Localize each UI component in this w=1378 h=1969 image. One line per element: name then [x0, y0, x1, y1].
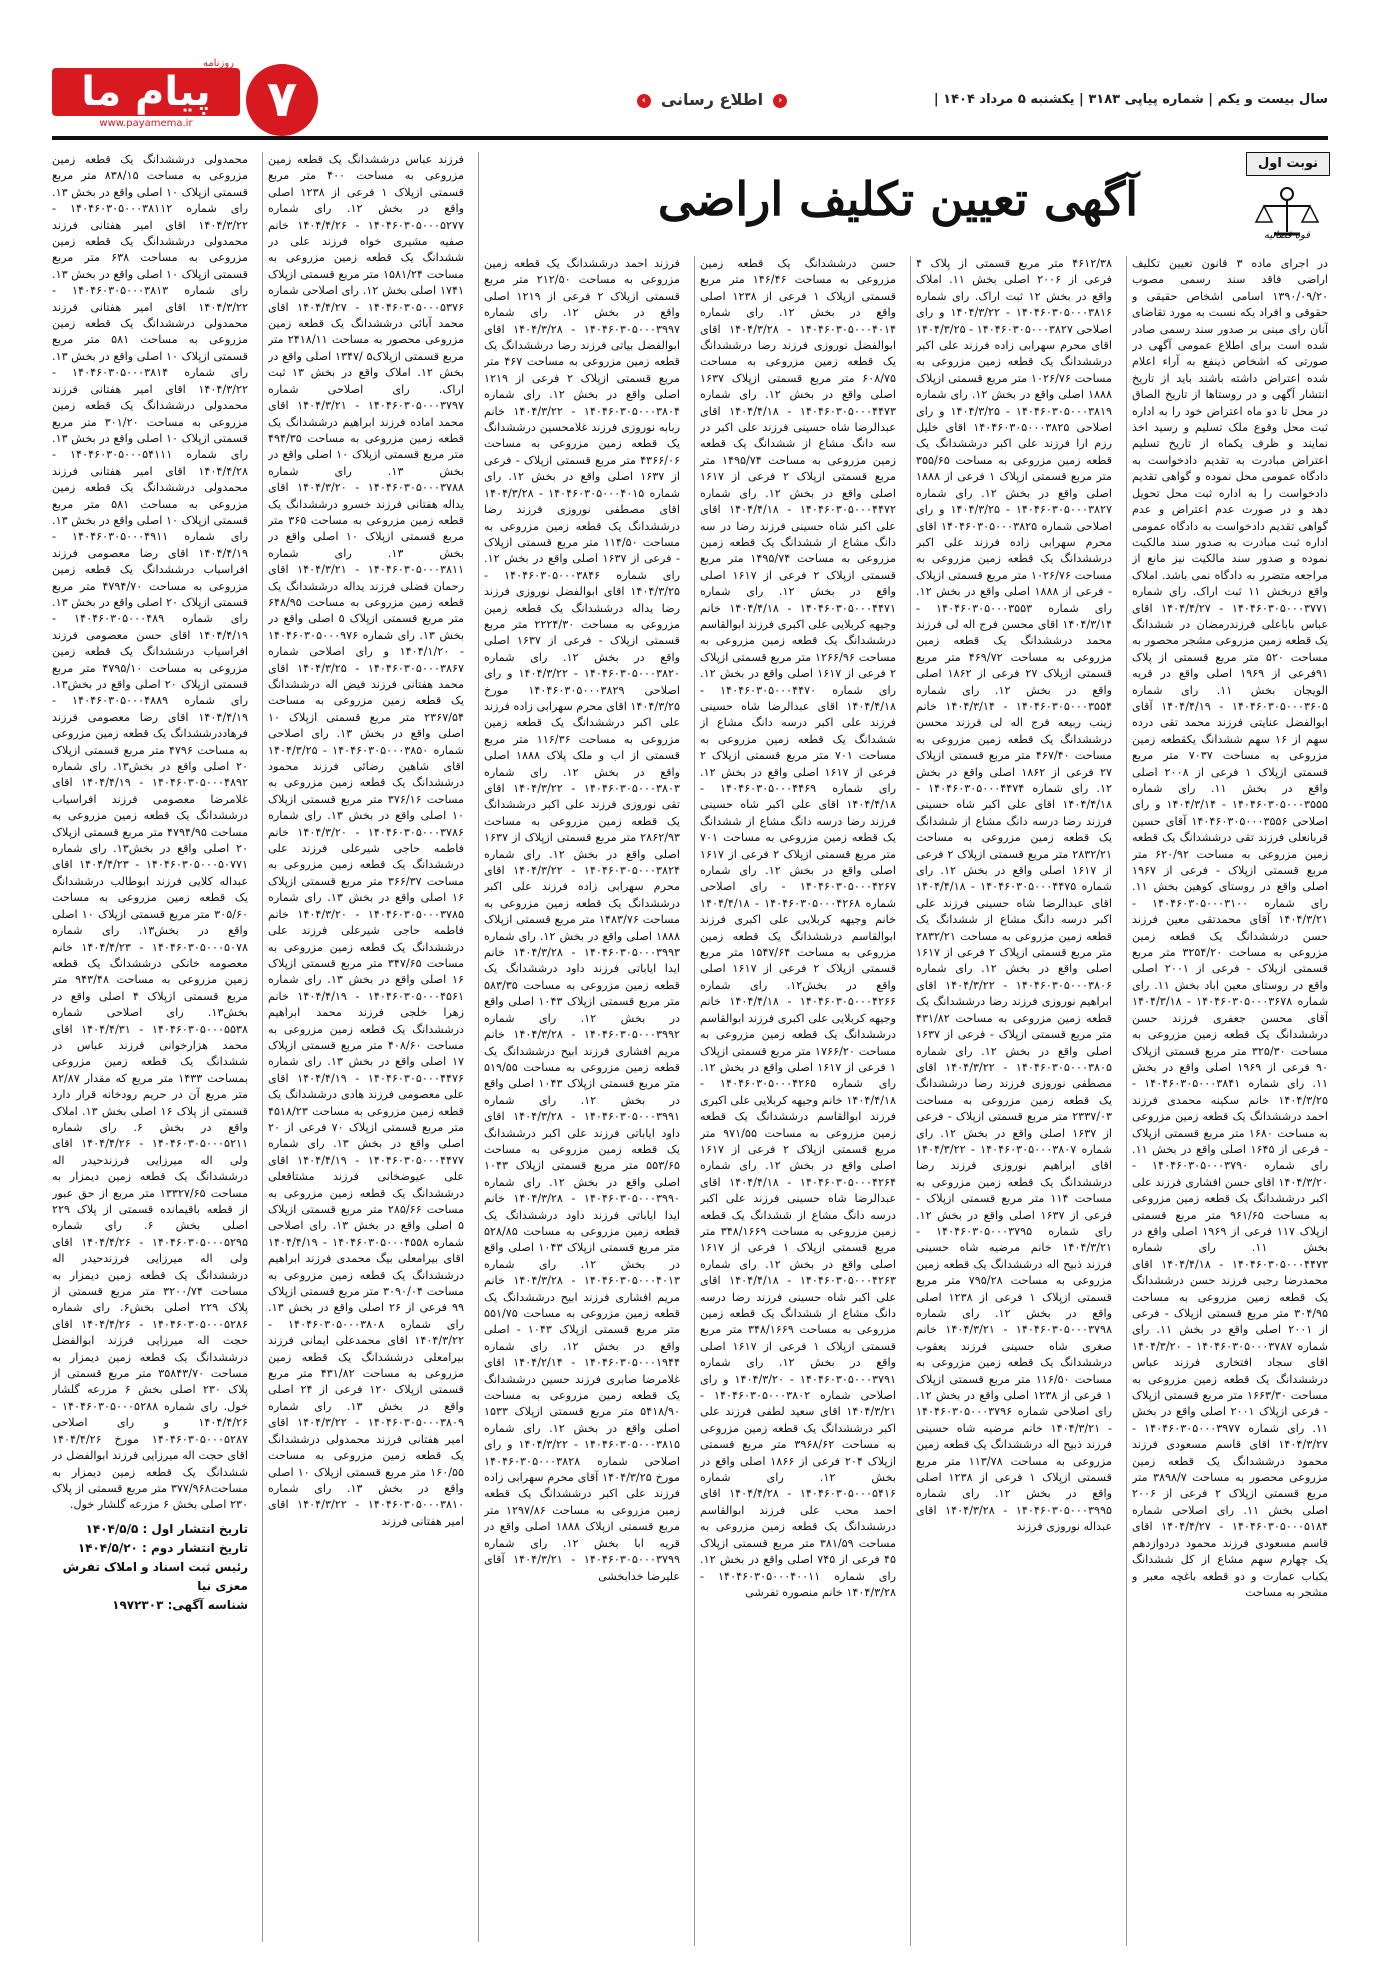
second-publication-date: تاریخ انتشار دوم : ۱۴۰۴/۵/۲۰: [77, 1540, 248, 1555]
column-text: حسن درششدانگ یک قطعه زمین مزروعی به مساحت ۱۴۶/۴۶ متر مربع قسمتی ازپلاک ۱ فرعی از ۱۲۳۸ اصلی واقع در بخش ۱۲. رای شماره ۱۴۰۴۶۰۳۰۵۰۰۰۴۰۱۴ - ۱۴۰۴/۳/۲۸ اقای ابوالفضل نوروزی فرزند رضا درششدانگ یک قطعه زمین مزروعی به مساحت ۶۰۸/۷۵ متر مربع قسمتی ازپلاک ۱۶۳۷ اصلی واقع در بخش ۱۲. رای شماره ۱۴۰۴۶۰۳۰۵۰۰۰۴۴۷۳ - ۱۴۰۴/۴/۱۸ اقای عبدالرضا شاه حسینی فرزند علی اکبر در سه دانگ مشاع از ششدانگ یک قطعه زمین مزروعی به مساحت ۱۴۹۵/۷۴ متر مربع قسمتی ازپلاک ۲ فرعی از ۱۶۱۷ اصلی واقع در بخش ۱۲. رای شماره ۱۴۰۴۶۰۳۰۵۰۰۰۴۴۷۲ - ۱۴۰۴/۴/۱۸ اقای علی اکبر شاه حسینی فرزند رضا در سه دانگ مشاع از ششدانگ یک قطعه زمین مزروعی به مساحت ۱۴۹۵/۷۴ متر مربع قسمتی ازپلاک ۲ فرعی از ۱۶۱۷ اصلی واقع در بخش ۱۲. رای شماره ۱۴۰۴۶۰۳۰۵۰۰۰۴۴۷۱ - ۱۴۰۴/۴/۱۸ خانم وجیهه کربلایی علی اکبری فرزند ابوالقاسم درششدانگ یک قطعه زمین مزروعی به مساحت ۱۲۶۶/۹۶ متر مربع قسمتی ازپلاک ۲ فرعی از ۱۶۱۷ اصلی واقع در بخش ۱۲. رای شماره ۱۴۰۴۶۰۳۰۵۰۰۰۴۴۷۰ - ۱۴۰۴/۴/۱۸ اقای عبدالرضا شاه حسینی فرزند علی اکبر درسه دانگ مشاع از ششدانگ یک قطعه زمین مزروعی به مساحت ۷۰۱ متر مربع قسمتی ازپلاک ۲ فرعی از ۱۶۱۷ اصلی واقع در بخش ۱۲. رای شماره ۱۴۰۴۶۰۳۰۵۰۰۰۴۴۶۹ - ۱۴۰۴/۴/۱۸ اقای علی اکبر شاه حسینی فرزند رضا درسه دانگ مشاع از ششدانگ یک قطعه زمین مزروعی به مساحت ۷۰۱ متر مربع قسمتی ازپلاک ۲ فرعی از ۱۶۱۷ اصلی واقع در بخش ۱۲. رای شماره ۱۴۰۴۶۰۳۰۵۰۰۰۴۲۶۷ - رای اصلاحی شماره ۱۴۰۴۶۰۳۰۵۰۰۰۴۲۶۸ - ۱۴۰۴/۴/۱۸ خانم وجیهه کربلایی علی اکبری فرزند ابوالقاسم درششدانگ یک قطعه زمین مزروعی به مساحت ۱۵۴۷/۶۴ متر مربع قسمتی ازپلاک ۲ فرعی از ۱۶۱۷ اصلی واقع در بخش۱۲. رای شماره ۱۴۰۴۶۰۳۰۵۰۰۰۴۲۶۶ - ۱۴۰۴/۴/۱۸ خانم وجیهه کربلایی علی اکبری فرزند ابوالقاسم درششدانگ یک قطعه زمین مزروعی به مساحت ۱۷۶۶/۲۰ متر مربع قسمتی ازپلاک ۱ فرعی از ۱۶۱۷ اصلی واقع در بخش ۱۲. رای شماره ۱۴۰۴۶۰۳۰۵۰۰۰۴۲۶۵ - ۱۴۰۴/۴/۱۸ خانم وجیهه کربلایی علی اکبری فرزند ابوالقاسم درششدانگ یک قطعه زمین مزروعی به مساحت ۹۷۱/۵۵ متر مربع قسمتی ازپلاک ۲ فرعی از ۱۶۱۷ اصلی واقع در بخش ۱۲. رای شماره ۱۴۰۴۶۰۳۰۵۰۰۰۴۲۶۴ - ۱۴۰۴/۴/۱۸ اقای عبدالرضا شاه حسینی فرزند علی اکبر درسه دانگ مشاع از ششدانگ یک قطعه زمین مزروعی به مساحت ۳۴۸/۱۶۶۹ متر مربع قسمتی ازپلاک ۱ فرعی از ۱۶۱۷ اصلی واقع در بخش ۱۲. رای شماره ۱۴۰۴۶۰۳۰۵۰۰۰۴۲۶۳ - ۱۴۰۴/۴/۱۸ اقای علی اکبر شاه حسینی فرزند رضا درسه دانگ مشاع از ششدانگ یک قطعه زمین مزروعی به مساحت ۳۴۸/۱۶۶۹ متر مربع قسمتی ازپلاک ۱ فرعی از ۱۶۱۷ اصلی واقع در بخش ۱۲. رای شماره ۱۴۰۴۶۰۳۰۵۰۰۰۳۷۹۱ - ۱۴۰۴/۳/۲۰ و رای اصلاحی شماره ۱۴۰۴۶۰۳۰۵۰۰۰۳۸۰۲ - ۱۴۰۴/۳/۲۱ اقای سعید لطفی فرزند علی اکبر درششدانگ یک قطعه زمین مزروعی به مساحت ۳۹۶۸/۶۲ متر مربع قسمتی ازپلاک ۲۰۴ فرعی از ۱۸۶۶ اصلی واقع در بخش ۱۲. رای شماره ۱۴۰۴۶۰۳۰۵۰۰۰۵۴۱۶ - ۱۴۰۴/۴/۲۸ اقای احمد محب علی فرزند ابوالقاسم درششدانگ یک قطعه زمین مزروعی به مساحت ۳۸۱/۵۹ متر مربع قسمتی ازپلاک ۴۵ فرعی از ۷۴۵ اصلی واقع در بخش ۱۲. رای شماره ۱۴۰۴۶۰۳۰۵۰۰۰۴۰۰۱۱ - ۱۴۰۴/۳/۲۸ خانم منصوره تفرشی: [700, 257, 896, 1599]
column-text: ۴۶۱۲/۳۸ متر مربع قسمتی از پلاک ۴ فرعی از ۲۰۰۶ اصلی بخش ۱۱. املاک واقع در بخش ۱۲ ثبت اراک. رای شماره ۱۴۰۴۶۰۳۰۵۰۰۰۳۸۱۶ - ۱۴۰۴/۳/۲۲ و رای اصلاحی ۱۴۰۴۶۰۳۰۵۰۰۰۳۸۲۷ - ۱۴۰۴/۳/۲۵ اقای محرم سهرابی زاده فرزند علی اکبر درششدانگ یک قطعه زمین مزروعی به مساحت ۱۰۲۶/۷۶ متر مربع قسمتی ازپلاک ۱۸۸۸ اصلی واقع در بخش ۱۲. رای شماره ۱۴۰۴۶۰۳۰۵۰۰۰۳۸۱۹ - ۱۴۰۴/۳/۲۵ و رای اصلاحی ۱۴۰۴۶۰۳۰۵۰۰۰۳۸۲۵ اقای خلیل رزم ارا فرزند علی اکبر درششدانگ یک قطعه زمین مزروعی به مساحت ۳۵۵/۶۵ متر مربع قسمتی ازپلاک ۱ فرعی از ۱۸۸۸ اصلی واقع در بخش ۱۲. رای شماره ۱۴۰۴۶۰۳۰۵۰۰۰۳۸۲۷ - ۱۴۰۴/۳/۲۵ و رای اصلاحی شماره ۱۴۰۴۶۰۳۰۵۰۰۰۳۸۲۵ اقای محرم سهرابی زاده فرزند علی اکبر درششدانگ یک قطعه زمین مزروعی به مساحت ۱۰۲۶/۷۶ متر مربع قسمتی ازپلاک - فرعی از ۱۸۸۸ اصلی واقع در بخش ۱۲. رای شماره ۱۴۰۴۶۰۳۰۵۰۰۰۳۵۵۳ - ۱۴۰۴/۳/۱۴ اقای محسن فرج اله لی فرزند محمد درششدانگ یک قطعه زمین مزروعی به مساحت ۴۶۹/۷۲ متر مربع قسمتی ازپلاک ۲۷ فرعی از ۱۸۶۲ اصلی واقع در بخش ۱۲. رای شماره ۱۴۰۴۶۰۳۰۵۰۰۰۳۵۵۴ - ۱۴۰۴/۳/۱۴ خانم زینب ربیعه فرج اله لی فرزند محسن درششدانگ یک قطعه زمین مزروعی به مساحت ۴۶۷/۴۰ متر مربع قسمتی ازپلاک ۲۷ فرعی از ۱۸۶۲ اصلی واقع در بخش ۱۲. رای شماره ۱۴۰۴۶۰۳۰۵۰۰۰۴۴۷۴ - ۱۴۰۴/۴/۱۸ اقای علی اکبر شاه حسینی فرزند رضا درسه دانگ مشاع از ششدانگ یک قطعه زمین مزروعی به مساحت ۲۸۳۲/۲۱ متر مربع قسمتی ازپلاک ۲ فرعی از ۱۶۱۷ اصلی واقع در بخش ۱۲. رای شماره ۱۴۰۴۶۰۳۰۵۰۰۰۴۴۷۵ - ۱۴۰۴/۴/۱۸ اقای عبدالرضا شاه حسینی فرزند علی اکبر درسه دانگ مشاع از ششدانگ یک قطعه زمین مزروعی به مساحت ۲۸۳۲/۲۱ متر مربع قسمتی ازپلاک ۲ فرعی از ۱۶۱۷ اصلی واقع در بخش ۱۲. رای شماره ۱۴۰۴۶۰۳۰۵۰۰۰۳۸۰۶ - ۱۴۰۴/۳/۲۲ اقای ابراهیم نوروزی فرزند رضا درششدانگ یک قطعه زمین مزروعی به مساحت ۴۳۱/۸۲ متر مربع قسمتی ازپلاک - فرعی از ۱۶۳۷ اصلی واقع در بخش ۱۲. رای شماره ۱۴۰۴۶۰۳۰۵۰۰۰۳۸۰۵ - ۱۴۰۴/۳/۲۲ اقای مصطفی نوروزی فرزند رضا درششدانگ یک قطعه زمین مزروعی به مساحت ۲۳۳۷/۰۳ متر مربع قسمتی ازپلاک - فرعی از ۱۶۳۷ اصلی واقع در بخش ۱۲. رای شماره ۱۴۰۴۶۰۳۰۵۰۰۰۳۸۰۷ - ۱۴۰۴/۳/۲۲ اقای ابراهیم نوروزی فرزند رضا درششدانگ یک قطعه زمین مزروعی به مساحت ۱۱۴ متر مربع قسمتی ازپلاک - فرعی از ۱۶۳۷ اصلی واقع در بخش ۱۲. رای شماره ۱۴۰۴۶۰۳۰۵۰۰۰۳۷۹۵ - ۱۴۰۴/۳/۲۱ خانم مرضیه شاه حسینی فرزند ذبیح اله درششدانگ یک قطعه زمین مزروعی به مساحت ۷۹۵/۲۸ متر مربع قسمتی ازپلاک ۱ فرعی از ۱۲۳۸ اصلی واقع در بخش ۱۲. رای شماره ۱۴۰۴۶۰۳۰۵۰۰۰۳۷۹۸ - ۱۴۰۴/۳/۲۱ خانم صغری شاه حسینی فرزند یعقوب درششدانگ یک قطعه زمین مزروعی به مساحت ۱۱۶/۵۰ متر مربع قسمتی ازپلاک ۱ فرعی از ۱۲۳۸ اصلی واقع در بخش ۱۲. رای اصلاحی شماره ۱۴۰۴۶۰۳۰۵۰۰۰۳۷۹۶ - ۱۴۰۴/۳/۲۱ خانم مرضیه شاه حسینی فرزند ذبیح اله درششدانگ یک قطعه زمین مزروعی به مساحت ۱۱۳/۷۸ متر مربع قسمتی ازپلاک ۱ فرعی از ۱۲۳۸ اصلی واقع در بخش ۱۲. رای شماره ۱۴۰۴۶۰۳۰۵۰۰۰۳۹۹۵ - ۱۴۰۴/۳/۲۸ اقای عبداله نوروزی فرزند: [916, 257, 1112, 1534]
column-divider: [1126, 256, 1127, 1946]
section-title: [612, 90, 812, 112]
column-5: [268, 152, 464, 1952]
column-text: فرزند احمد درششدانگ یک قطعه زمین مزروعی به مساحت ۲۱۲/۵۰ متر مربع قسمتی ازپلاک ۲ فرعی از ۱۲۱۹ اصلی واقع در بخش ۱۲. رای شماره ۱۴۰۴۶۰۳۰۵۰۰۰۳۹۹۷ - ۱۴۰۴/۳/۲۸ اقای ابوالفضل بیاتی فرزند رضا درششدانگ یک قطعه زمین مزروعی به مساحت ۴۶۷ متر مربع قسمتی ازپلاک ۲ فرعی از ۱۲۱۹ اصلی واقع در بخش ۱۲. رای شماره ۱۴۰۴۶۰۳۰۵۰۰۰۳۸۰۴ - ۱۴۰۴/۳/۲۲ خانم ربابه نوروزی فرزند غلامحسین درششدانگ یک قطعه زمین مزروعی به مساحت ۴۳۶۶/۰۶ متر مربع قسمتی ازپلاک - فرعی از ۱۶۳۷ اصلی واقع در بخش ۱۲. رای شماره ۱۴۰۴۶۰۳۰۵۰۰۰۴۰۱۵ - ۱۴۰۴/۳/۲۸ اقای مصطفی نوروزی فرزند رضا درششدانگ یک قطعه زمین مزروعی به مساحت ۱۱۴/۵۰ متر مربع قسمتی ازپلاک - فرعی از ۱۶۳۷ اصلی واقع در بخش ۱۲. رای شماره ۱۴۰۴۶۰۳۰۵۰۰۰۳۸۴۶ - ۱۴۰۴/۳/۲۵ اقای ابوالفضل نوروزی فرزند رضا یداله درششدانگ یک قطعه زمین مزروعی به مساحت ۲۲۲۴/۳۰ متر مربع قسمتی ازپلاک - فرعی از ۱۶۳۷ اصلی واقع در بخش ۱۲. رای شماره ۱۴۰۴۶۰۳۰۵۰۰۰۳۸۲۰ - ۱۴۰۴/۳/۲۲ و رای اصلاحی ۱۴۰۴۶۰۳۰۵۰۰۰۳۸۲۹ مورخ ۱۴۰۴/۳/۲۵ اقای محرم سهرابی زاده فرزند علی اکبر درششدانگ یک قطعه زمین مزروعی به مساحت ۱۱۶/۳۶ متر مربع قسمتی از اب و ملک پلاک ۱۸۸۸ اصلی واقع در بخش ۱۲. رای شماره ۱۴۰۴۶۰۳۰۵۰۰۰۳۸۰۳ - ۱۴۰۴/۳/۲۲ اقای تقی نوروزی فرزند علی اکبر درششدانگ یک قطعه زمین مزروعی به مساحت ۲۸۶۲/۹۳ متر مربع قسمتی ازپلاک از ۱۶۳۷ اصلی واقع در بخش ۱۲. رای شماره ۱۴۰۴۶۰۳۰۵۰۰۰۳۸۲۴ - ۱۴۰۴/۳/۲۲ اقای محرم سهرابی زاده فرزند علی اکبر درششدانگ یک قطعه زمین مزروعی به مساحت ۱۴۸۳/۷۶ متر مربع قسمتی ازپلاک ۱۸۸۸ اصلی واقع در بخش ۱۲. رای شماره ۱۴۰۴۶۰۳۰۵۰۰۰۳۹۹۳ - ۱۴۰۴/۳/۲۸ خانم ایدا ایاباتی فرزند داود درششدانگ یک قطعه زمین مزروعی به مساحت ۵۸۳/۳۵ متر مربع قسمتی ازپلاک ۱۰۴۳ اصلی واقع در بخش ۱۲. رای شماره ۱۴۰۴۶۰۳۰۵۰۰۰۳۹۹۲ - ۱۴۰۴/۳/۲۸ خانم مریم افشاری فرزند ابیح درششدانگ یک قطعه زمین مزروعی به مساحت ۵۱۹/۵۵ متر مربع قسمتی ازپلاک ۱۰۴۳ اصلی واقع در بخش ۱۲. رای شماره ۱۴۰۴۶۰۳۰۵۰۰۰۳۹۹۱ - ۱۴۰۴/۳/۲۸ اقای داود ایاباتی فرزند علی اکبر درششدانگ یک قطعه زمین مزروعی به مساحت ۵۵۳/۶۵ متر مربع قسمتی ازپلاک ۱۰۴۳ اصلی واقع در بخش ۱۲. رای شماره ۱۴۰۴۶۰۳۰۵۰۰۰۳۹۹۰ - ۱۴۰۴/۳/۲۸ خانم ایدا ایاباتی فرزند داود درششدانگ یک قطعه زمین مزروعی به مساحت ۵۲۸/۸۵ متر مربع قسمتی ازپلاک ۱۰۴۳ اصلی واقع در بخش ۱۲. رای شماره ۱۴۰۴۶۰۳۰۵۰۰۰۴۰۱۳ - ۱۴۰۴/۳/۲۸ خانم مریم افشاری فرزند ابیح درششدانگ یک قطعه زمین مزروعی به مساحت ۵۵۱/۷۵ متر مربع قسمتی ازپلاک ۱۰۴۳ - اصلی واقع در بخش ۱۲. رای شماره ۱۴۰۴۶۰۳۰۵۰۰۰۱۹۴۴ - ۱۴۰۴/۲/۱۴ اقای غلامرضا صابری فرزند حسین درششدانگ یک قطعه زمین مزروعی به مساحت ۵۴۱۸/۹۰ متر مربع قسمتی ازپلاک ۱۵۳۳ اصلی واقع در بخش ۱۲. رای شماره ۱۴۰۴۶۰۳۰۵۰۰۰۳۸۱۵ - ۱۴۰۴/۳/۲۲ و رای اصلاحی شماره ۱۴۰۴۶۰۳۰۵۰۰۰۳۸۲۸ مورخ ۱۴۰۴/۳/۲۵ آقای محرم سهرابی زاده فرزند علی اکبر درششدانگ یک قطعه زمین مزروعی به مساحت ۱۲۹۷/۸۶ متر مربع قسمتی ازپلاک ۱۸۸۸ اصلی واقع در قریه ابا بخش ۱۲. رای شماره ۱۴۰۴۶۰۳۰۵۰۰۰۳۷۹۹ - ۱۴۰۴/۳/۲۱ آقای علیرضا خدابخشی: [484, 257, 680, 1583]
logo-text: پیام ما: [52, 68, 240, 116]
chevron-right-icon: ›: [773, 94, 787, 108]
column-divider: [262, 152, 263, 1942]
issue-info: سال بیست و یکم | شماره پیاپی ۳۱۸۳ | یکشنبه ۵ مرداد ۱۴۰۴ |: [933, 92, 1328, 107]
notice-footer: [52, 1520, 248, 1615]
registry-head: رئیس ثبت اسناد و املاک تفرش: [62, 1559, 248, 1574]
column-text: فرزند عباس درششدانگ یک قطعه زمین مزروعی به مساحت ۴۰۰ متر مربع قسمتی ازپلاک ۱ فرعی از ۱۲۳۸ اصلی واقع در بخش ۱۲. رای شماره ۱۴۰۴۶۰۳۰۵۰۰۰۵۲۷۷ - ۱۴۰۴/۴/۲۶ خانم صفیه مشیری خواه فرزند علی در ششدانگ یک قطعه زمین مزروعی به مساحت ۱۵۸۱/۲۴ متر مربع قسمتی ازپلاک ۱۷۴۱ اصلی بخش ۱۲. رای اصلاحی شماره ۱۴۰۴۶۰۳۰۵۰۰۰۵۳۷۶ - ۱۴۰۴/۴/۲۷ اقای محمد آبائی درششدانگ یک قطعه زمین مزروعی محصور به مساحت ۲۴۱۸/۱۱ متر مربع قسمتی ازپلاک۵ /۱۳۴۷ اصلی واقع در بخش ۱۲. املاک واقع در بخش ۱۳ ثبت اراک. رای اصلاحی شماره ۱۴۰۴۶۰۳۰۵۰۰۰۳۷۹۷ - ۱۴۰۴/۳/۲۱ اقای محمد اماده فرزند ابراهیم درششدانگ یک قطعه زمین مزروعی به مساحت ۴۹۴/۳۵ متر مربع قسمتی ازپلاک ۱۰ اصلی واقع در بخش ۱۳. رای شماره ۱۴۰۴۶۰۳۰۵۰۰۰۳۷۸۸ - ۱۴۰۴/۳/۲۰ اقای یداله هفتانی فرزند خسرو درششدانگ یک قطعه زمین مزروعی به مساحت ۳۶۵ متر مربع قسمتی ازپلاک ۱۰ اصلی واقع در بخش ۱۳. رای شماره ۱۴۰۴۶۰۳۰۵۰۰۰۳۸۱۱ - ۱۴۰۴/۳/۲۱ اقای رحمان فضلی فرزند یداله درششدانگ یک قطعه زمین مزروعی به مساحت ۶۴۸/۹۵ متر مربع قسمتی ازپلاک ۵ اصلی واقع در بخش ۱۳. رای شماره ۱۴۰۴۶۰۳۰۵۰۰۰۹۷۶ - ۱۴۰۴/۱/۲۰ و رای اصلاحی شماره ۱۴۰۴۶۰۳۰۵۰۰۰۳۸۶۷ - ۱۴۰۴/۳/۲۵ اقای محمد هفتانی فرزند فیض اله درششدانگ یک قطعه زمین مزروعی به مساحت ۲۳۶۷/۵۴ متر مربع قسمتی ازپلاک ۱۰ اصلی واقع در بخش ۱۳. رای اصلاحی شماره ۱۴۰۴۶۰۳۰۵۰۰۰۳۸۵۰ - ۱۴۰۴/۳/۲۵ اقای شاهین رضائی فرزند محمود درششدانگ یک قطعه زمین مزروعی به مساحت ۳۷۶/۱۶ متر مربع قسمتی ازپلاک ۱۰ اصلی واقع در بخش ۱۳. رای شماره ۱۴۰۴۶۰۳۰۵۰۰۰۳۷۸۶ - ۱۴۰۴/۳/۲۰ خانم فاطمه حاجی شیرعلی فرزند علی درششدانگ یک قطعه زمین مزروعی به مساحت ۳۶۶/۳۷ متر مربع قسمتی ازپلاک ۱۶ اصلی واقع در بخش ۱۳. رای شماره ۱۴۰۴۶۰۳۰۵۰۰۰۳۷۸۵ - ۱۴۰۴/۳/۲۰ خانم فاطمه حاجی شیرعلی فرزند علی درششدانگ یک قطعه زمین مزروعی به مساحت ۳۴۷/۶۵ متر مربع قسمتی ازپلاک ۱۶ اصلی واقع در بخش ۱۳. رای شماره ۱۴۰۴۶۰۳۰۵۰۰۰۴۵۶۱ - ۱۴۰۴/۴/۱۹ خانم زهرا خلجی فرزند محمد ابراهیم درششدانگ یک قطعه زمین مزروعی به مساحت ۴۰۸/۶۰ متر مربع قسمتی ازپلاک ۱۷ اصلی واقع در بخش ۱۳. رای شماره ۱۴۰۴۶۰۳۰۵۰۰۰۴۴۷۶ - ۱۴۰۴/۴/۱۹ اقای علی معصومی فرزند هادی درششدانگ یک قطعه زمین مزروعی به مساحت ۴۵۱۸/۲۳ متر مربع قسمتی ازپلاک ۷۰ فرعی از ۲۰ اصلی واقع در بخش ۱۳. رای شماره ۱۴۰۴۶۰۳۰۵۰۰۰۴۴۷۷ - ۱۴۰۴/۴/۱۹ اقای علی عیوضخانی فرزند مشتاقعلی درششدانگ یک قطعه زمین مزروعی به مساحت ۲۸۵/۶۶ متر مربع قسمتی ازپلاک ۵ اصلی واقع در بخش ۱۳. رای اصلاحی شماره ۱۴۰۴۶۰۳۰۵۰۰۰۴۵۵۸ - ۱۴۰۴/۴/۱۹ اقای بیرامعلی بیگ محمدی فرزند ابراهیم درششدانگ یک قطعه زمین مزروعی به مساحت ۳۰۹۰/۰۴ متر مربع قسمتی ازپلاک ۹۹ فرعی از ۲۶ اصلی واقع در بخش ۱۳. رای شماره ۱۴۰۴۶۰۳۰۵۰۰۰۳۸۰۸ - ۱۴۰۴/۳/۲۲ اقای محمدعلی ایمانی فرزند بیرامعلی درششدانگ یک قطعه زمین مزروعی به مساحت ۴۳۱/۸۲ متر مربع قسمتی ازپلاک ۱۲۰ فرعی از ۲۴ اصلی واقع در بخش ۱۳. رای شماره ۱۴۰۴۶۰۳۰۵۰۰۰۳۸۰۹ - ۱۴۰۴/۳/۲۲ اقای امیر هفتانی فرزند محمدولی درششدانگ یک قطعه زمین مزروعی به مساحت ۱۶۰/۵۵ متر مربع قسمتی ازپلاک ۱۰ اصلی واقع در بخش ۱۳. رای شماره ۱۴۰۴۶۰۳۰۵۰۰۰۳۸۱۰ - ۱۴۰۴/۳/۲۲ اقای امیر هفتانی فرزند: [268, 153, 464, 1528]
column-2: [916, 256, 1112, 1952]
column-divider: [910, 256, 911, 1946]
notice-title: آگهی تعیین تکلیف اراضی: [657, 172, 1139, 226]
column-1: [1132, 256, 1328, 1952]
notice-round: نوبت اول: [1246, 152, 1330, 176]
column-divider: [694, 256, 695, 1946]
ad-id: شناسه آگهی: ۱۹۷۲۳۰۳: [112, 1597, 248, 1612]
masthead-logo: [52, 58, 240, 136]
website-url: www.payamema.ir: [99, 118, 193, 129]
page-number-badge: ۷: [246, 64, 318, 136]
header-divider: [52, 136, 1328, 140]
page-header: [52, 58, 1328, 140]
chevron-left-icon: ‹: [637, 94, 651, 108]
section-label: اطلاع رسانی: [660, 90, 764, 109]
column-3: [700, 256, 896, 1952]
column-divider: [478, 152, 479, 1942]
first-publication-date: تاریخ انتشار اول : ۱۴۰۴/۵/۵: [85, 1521, 248, 1536]
column-6: [52, 152, 248, 1952]
column-text: محمدولی درششدانگ یک قطعه زمین مزروعی به مساحت ۸۳۸/۱۵ متر مربع قسمتی ازپلاک ۱۰ اصلی واقع در بخش ۱۳. رای شماره ۱۴۰۴۶۰۳۰۵۰۰۰۳۸۱۱۲ - ۱۴۰۴/۳/۲۲ اقای امیر هفتانی فرزند محمدولی درششدانگ یک قطعه زمین مزروعی به مساحت ۶۳۸ متر مربع قسمتی ازپلاک ۱۰ اصلی واقع در بخش ۱۳. رای شماره ۱۴۰۴۶۰۳۰۵۰۰۰۳۸۱۳ - ۱۴۰۴/۳/۲۲ اقای امیر هفتانی فرزند محمدولی درششدانگ یک قطعه زمین مزروعی به مساحت ۵۸۱ متر مربع قسمتی ازپلاک ۱۰ اصلی واقع در بخش ۱۳. رای شماره ۱۴۰۴۶۰۳۰۵۰۰۰۳۸۱۴ - ۱۴۰۴/۳/۲۲ اقای امیر هفتانی فرزند محمدولی درششدانگ یک قطعه زمین مزروعی به مساحت ۳۰۱/۲۰ متر مربع قسمتی ازپلاک ۱۰ اصلی واقع در بخش ۱۳. رای شماره ۱۴۰۴۶۰۳۰۵۰۰۰۵۴۱۱۱ - ۱۴۰۴/۴/۲۸ اقای امیر هفتانی فرزند محمدولی درششدانگ یک قطعه زمین مزروعی به مساحت ۵۸۱ متر مربع قسمتی ازپلاک ۱۰ اصلی واقع در بخش ۱۳. رای شماره ۱۴۰۴۶۰۳۰۵۰۰۰۴۹۱۱ - ۱۴۰۴/۴/۱۹ اقای رضا معصومی فرزند افراسیاب درششدانگ یک قطعه زمین مزروعی به مساحت ۴۷۹۴/۷۰ متر مربع قسمتی ازپلاک ۲۰ اصلی واقع در بخش ۱۳. رای شماره ۱۴۰۴۶۰۳۰۵۰۰۰۴۸۹ - ۱۴۰۴/۴/۱۹ اقای حسن معصومی فرزند افراسیاب درششدانگ یک قطعه زمین مزروعی به مساحت ۴۷۹۵/۱۰ متر مربع قسمتی ازپلاک ۲۰ اصلی واقع در بخش۱۳. رای شماره ۱۴۰۴۶۰۳۰۵۰۰۰۴۸۸۹ - ۱۴۰۴/۴/۱۹ اقای رضا معصومی فرزند فرهاددرششدانگ یک قطعه زمین مزروعی به مساحت ۴۷۹۶ متر مربع قسمتی ازپلاک ۲۰ اصلی واقع در بخش۱۳. رای شماره ۱۴۰۴۶۰۳۰۵۰۰۰۴۸۹۲ - ۱۴۰۴/۴/۱۹ اقای غلامرضا معصومی فرزند افراسیاب درششدانگ یک قطعه زمین مزروعی به مساحت ۴۷۹۴/۹۵ متر مربع قسمتی ازپلاک ۲۰ اصلی واقع در بخش۱۳. رای شماره ۱۴۰۴۶۰۳۰۵۰۰۰۵۰۷۷۱ - ۱۴۰۴/۴/۲۳ اقای عبداله کلایی فرزند ابوطالب درششدانگ یک قطعه زمین مزروعی به مساحت ۳۰۵/۶۰ متر مربع قسمتی ازپلاک ۱۰ اصلی واقع در بخش۱۳. رای شماره ۱۴۰۴۶۰۳۰۵۰۰۰۵۰۷۸ - ۱۴۰۴/۴/۲۳ خانم معصومه خانکی درششدانگ یک قطعه زمین مزروعی به مساحت ۹۴۳/۴۸ متر مربع قسمتی ازپلاک ۴ اصلی واقع در بخش۱۳. رای اصلاحی شماره ۱۴۰۴۶۰۳۰۵۰۰۰۵۵۳۸ - ۱۴۰۴/۴/۳۱ اقای محمد هزارخوانی فرزند عباس در ششدانگ یک قطعه زمین مزروعی بمساحت ۱۴۳۳ متر مربع که مقدار ۸۲/۸۷ متر مربع آن در حریم رودخانه قرار دارد قسمتی از پلاک ۱۶ اصلی بخش ۱۳. املاک واقع در بخش ۶. رای شماره ۱۴۰۴۶۰۳۰۵۰۰۰۵۲۱۱ - ۱۴۰۴/۴/۲۶ اقای ولی اله میرزایی فرزندحیدر اله درششدانگ یک قطعه زمین دیمزار به مساحت ۱۳۳۲۷/۶۵ متر مربع از حق عبور از قطعه باقیمانده قسمتی از پلاک ۲۲۹ اصلی بخش ۶. رای شماره ۱۴۰۴۶۰۳۰۵۰۰۰۵۲۹۵ - ۱۴۰۴/۴/۲۶ اقای ولی اله میرزایی فرزندحیدر اله درششدانگ یک قطعه زمین دیمزار به مساحت ۳۲۰۰/۷۴ متر مربع قسمتی از پلاک ۲۲۹ اصلی بخش۶. رای شماره ۱۴۰۴۶۰۳۰۵۰۰۰۵۲۸۶ - ۱۴۰۴/۴/۲۶ اقای حجت اله میرزایی فرزند ابوالفضل درششدانگ یک قطعه زمین دیمزار به مساحت ۳۵۸۴۳/۷۰ متر مربع قسمتی از پلاک ۲۳۰ اصلی بخش ۶ مزرعه گلشار خول. رای شماره ۱۴۰۴۶۰۳۰۵۰۰۰۵۲۸۸ - ۱۴۰۴/۴/۲۶ و رای اصلاحی ۱۴۰۴۶۰۳۰۵۰۰۰۵۲۸۷ مورخ ۱۴۰۴/۴/۲۶ اقای حجت اله میرزایی فرزند ابوالفضل در ششدانگ یک قطعه زمین دیمزار به مساحت۳۷۷/۹۶۸ متر مربع قسمتی از پلاک ۲۳۰ اصلی بخش ۶ مزرعه گلشار خول.: [52, 153, 248, 1512]
logo-tag: روزنامه: [202, 58, 234, 69]
emblem-label: قوه قضائیه: [1263, 230, 1311, 241]
registry-head-name: معزی نیا: [197, 1578, 248, 1593]
notice-columns: [52, 152, 1328, 1952]
column-text: در اجرای ماده ۳ قانون تعیین تکلیف اراضی فاقد سند رسمی مصوب ۱۳۹۰/۰۹/۲۰ اسامی اشخاص حقیقی و حقوقی و افراد یکه نسبت به مورد تقاضای آنان رای مبنی بر صدور سند رسمی صادر شده است برای اطلاع عمومی آگهی در صورتی که اشخاص ذینفع به آراء اعلام شده اعتراض داشته باشند باید از تاریخ انتشار آگهی و در روستاها از تاریخ الصاق در محل تا دو ماه اعتراض خود را به اداره ثبت محل وقوع ملک تسلیم و رسید اخذ نمایند و ظرف یکماه از تاریخ تسلیم اعتراض مبادرت به تقدیم دادخواست به دادگاه عمومی محل نموده و گواهی تقدیم دادخواست را به اداره ثبت محل تحویل دهد و در صورت عدم اعتراض و عدم گواهی تقدیم دادخواست به دادگاه عمومی اداره ثبت مبادرت به صدور سند مالکیت نموده و صدور سند مالکیت نیز مانع از مراجعه متضرر به دادگاه نمی باشد. املاک واقع دربخش ۱۱ ثبت اراک. رای شماره ۱۴۰۴۶۰۳۰۵۰۰۰۳۷۷۱ - ۱۴۰۴/۴/۲۷ اقای عباس باباعلی فرزندرمضان در ششدانگ یک قطعه زمین مزروعی مشجر محصور به مساحت ۵۲۰ متر مربع قسمتی از پلاک ۹۱فرعی از ۱۹۶۹ اصلی واقع در قریه الویجان بخش ۱۱. رای شماره ۱۴۰۴۶۰۳۰۵۰۰۰۳۶۰۵ - ۱۴۰۴/۴/۱۹ آقای ابوالفضل عنایتی فرزند محمد تقی درده سهم از ۱۶ سهم ششدانگ یکقطعه زمین مزروعی به مساحت ۷۰۳۷ متر مربع قسمتی ازپلاک ۱ فرعی از ۲۰۰۸ اصلی واقع در بخش ۱۱. رای شماره ۱۴۰۴۶۰۳۰۵۰۰۰۳۵۵۵ - ۱۴۰۴/۳/۱۴ و رای اصلاحی ۱۴۰۴۶۰۳۰۵۰۰۰۳۵۵۶ آقای حسین قربانعلی فرزند تقی درششدانگ یک قطعه زمین مزروعی به مساحت ۶۲۰/۹۲ متر مربع قسمتی ازپلاک - فرعی از ۱۹۶۷ اصلی واقع در روستای کوهین بخش ۱۱. رای شماره ۱۴۰۴۶۰۳۰۵۰۰۰۳۱۰۰ - ۱۴۰۴/۳/۲۱ آقای محمدتقی معین فرزند حسن درششدانگ یک قطعه زمین مزروعی به مساحت ۳۲۵۴/۲۰ متر مربع قسمتی ازپلاک - فرعی از ۲۰۰۱ اصلی واقع در روستای معین اباد بخش ۱۱. رای شماره ۱۴۰۴۶۰۳۰۵۰۰۰۳۶۷۸ - ۱۴۰۴/۳/۱۸ آقای محسن جعفری فرزند حسن درششدانگ یک قطعه زمین مزروعی به مساحت ۳۲۵/۳۰ متر مربع قسمتی ازپلاک ۹۰ فرعی از ۱۹۶۹ اصلی واقع در بخش ۱۱. رای شماره ۱۴۰۴۶۰۳۰۵۰۰۰۳۸۴۱ - ۱۴۰۴/۳/۲۵ خانم سکینه محمدی فرزند احمد درششدانگ یک قطعه زمین مزروعی به مساحت ۱۶۸۰ متر مربع قسمتی ازپلاک - فرعی از ۱۶۴۵ اصلی واقع در بخش ۱۱. رای شماره ۱۴۰۴۶۰۳۰۵۰۰۰۳۷۹۰ - ۱۴۰۴/۳/۲۰ اقای حسن افشاری فرزند علی اکبر درششدانگ یک قطعه زمین مزروعی به مساحت ۹۶۱/۶۵ متر مربع قسمتی ازپلاک ۱۱۷ فرعی از ۱۹۶۹ اصلی واقع در بخش ۱۱. رای شماره ۱۴۰۴۶۰۳۰۵۰۰۰۴۴۷۳ - ۱۴۰۴/۴/۱۸ اقای محمدرضا رجبی فرزند حسن درششدانگ یک قطعه زمین مزروعی به مساحت ۳۰۴/۹۵ متر مربع قسمتی ازپلاک - فرعی از ۲۰۰۱ اصلی واقع در بخش ۱۱. رای شماره ۱۴۰۴۶۰۳۰۵۰۰۰۳۷۸۷ - ۱۴۰۴/۳/۲۰ اقای سجاد افتخاری فرزند عباس درششدانگ یک قطعه زمین مزروعی به مساحت ۱۶۶۳/۳۰ متر مربع قسمتی ازپلاک - فرعی ازپلاک ۲۰۰۱ اصلی واقع در بخش ۱۱. رای شماره ۱۴۰۴۶۰۳۰۵۰۰۰۳۹۷۷ - ۱۴۰۴/۳/۲۷ اقای قاسم مسعودی فرزند محمود درششدانگ یک قطعه زمین مزروعی محصور به مساحت ۳۸۹۸/۷ متر مربع قسمتی ازپلاک ۲ فرعی از ۲۰۰۶ اصلی بخش ۱۱. رای اصلاحی شماره ۱۴۰۴۶۰۳۰۵۰۰۰۵۱۸۴ - ۱۴۰۴/۴/۲۷ اقای قاسم مسعودی فرزند محمود دردوازدهم یک چهارم سهم مشاع از کل ششدانگ یکباب عمارت و دو قطعه باغچه معبر و مشجر به مساحت: [1132, 257, 1328, 1599]
column-4: [484, 256, 680, 1952]
